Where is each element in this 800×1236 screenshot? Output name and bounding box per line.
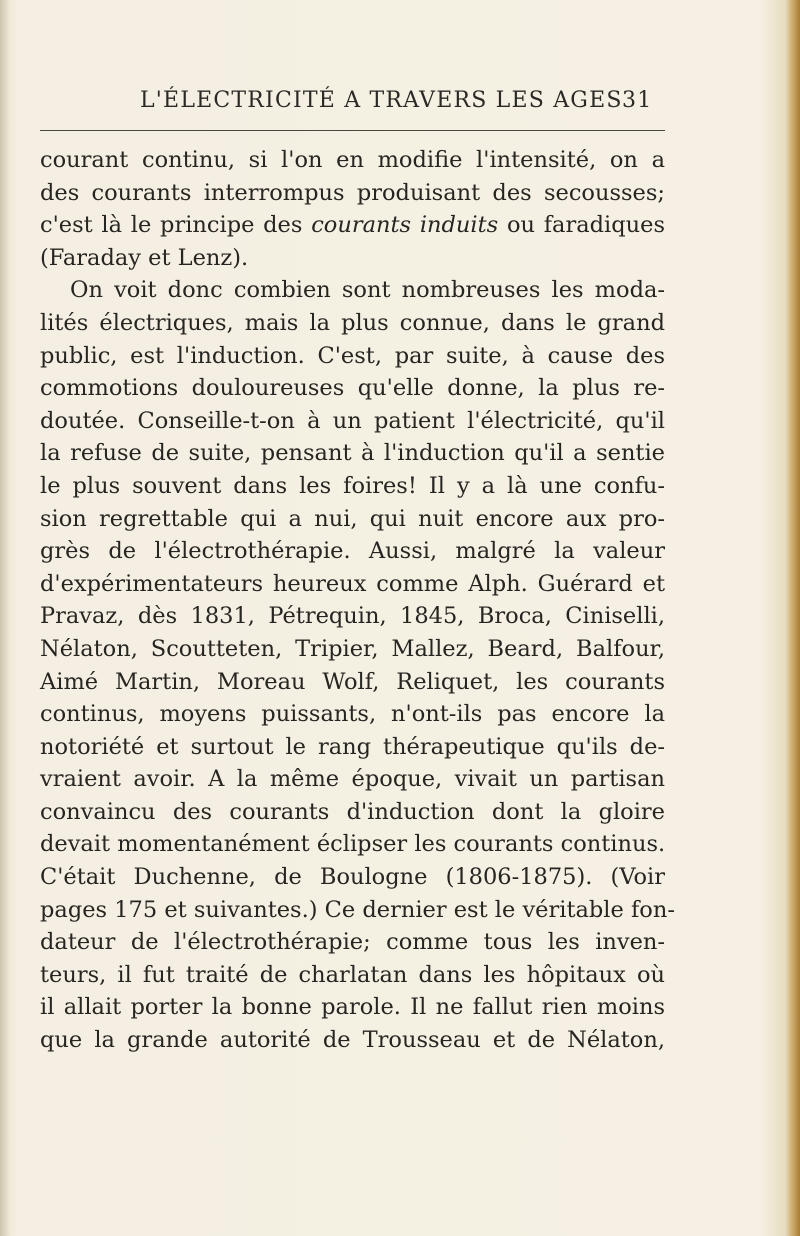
text-line	[40, 209, 665, 242]
text-line: public, est l'induction. C'est, par suite, à cause des	[40, 342, 665, 369]
text-line: commotions douloureuses qu'elle donne, la plus re-	[40, 375, 665, 402]
text-line: Aimé Martin, Moreau Wolf, Reliquet, les courants	[40, 668, 665, 695]
page-right-edge-shading	[786, 0, 800, 1236]
text-line: il allait porter la bonne parole. Il ne fallut rien moins	[40, 994, 665, 1021]
text-line: (Faraday et Lenz).	[40, 244, 249, 271]
page-number: 31	[622, 88, 653, 113]
page-left-edge-shading	[0, 0, 10, 1236]
running-title: L'ÉLECTRICITÉ A TRAVERS LES AGES	[140, 88, 623, 113]
text-line: Nélaton, Scoutteten, Tripier, Mallez, Beard, Balfour,	[40, 635, 665, 662]
text-line: d'expérimentateurs heureux comme Alph. Guérard et	[40, 570, 665, 597]
running-head	[40, 86, 660, 120]
text-line: Pravaz, dès 1831, Pétrequin, 1845, Broca, Ciniselli,	[40, 603, 665, 630]
text-line: teurs, il fut traité de charlatan dans les hôpitaux où	[40, 961, 665, 988]
text-line: lités électriques, mais la plus connue, dans le grand	[40, 309, 665, 336]
text-line: vraient avoir. A la même époque, vivait un partisan	[40, 766, 665, 793]
text-line: notoriété et surtout le rang thérapeutique qu'ils de-	[40, 733, 665, 760]
text-line: continus, moyens puissants, n'ont-ils pas encore la	[40, 701, 665, 728]
text-line: que la grande autorité de Trousseau et de Nélaton,	[40, 1027, 665, 1054]
text-line: courant continu, si l'on en modifie l'intensité, on a	[40, 147, 665, 173]
text-line: dateur de l'électrothérapie; comme tous les inven-	[40, 929, 665, 956]
text-line: des courants interrompus produisant des secousses;	[40, 179, 665, 206]
text-segment: ou faradiques	[506, 212, 665, 239]
text-line: C'était Duchenne, de Boulogne (1806-1875). (Voir	[40, 864, 665, 891]
italic-term: courants induits	[311, 212, 499, 239]
header-rule	[40, 130, 665, 131]
text-line: sion regrettable qui a nui, qui nuit encore aux pro-	[40, 505, 665, 532]
text-line: convaincu des courants d'induction dont la gloire	[40, 798, 665, 825]
paragraph-first-line: On voit donc combien sont nombreuses les moda-	[70, 277, 665, 304]
text-line: pages 175 et suivantes.) Ce dernier est le véritable fon-	[40, 896, 675, 923]
text-line: devait momentanément éclipser les courants continus.	[40, 831, 666, 858]
text-segment: c'est là le principe des	[40, 212, 303, 239]
text-line: doutée. Conseille-t-on à un patient l'électricité, qu'il	[40, 407, 665, 434]
text-line: la refuse de suite, pensant à l'induction qu'il a sentie	[40, 440, 665, 467]
text-line: le plus souvent dans les foires! Il y a là une confu-	[40, 472, 665, 499]
text-line: grès de l'électrothérapie. Aussi, malgré la valeur	[40, 538, 665, 565]
body-text	[40, 144, 675, 1057]
